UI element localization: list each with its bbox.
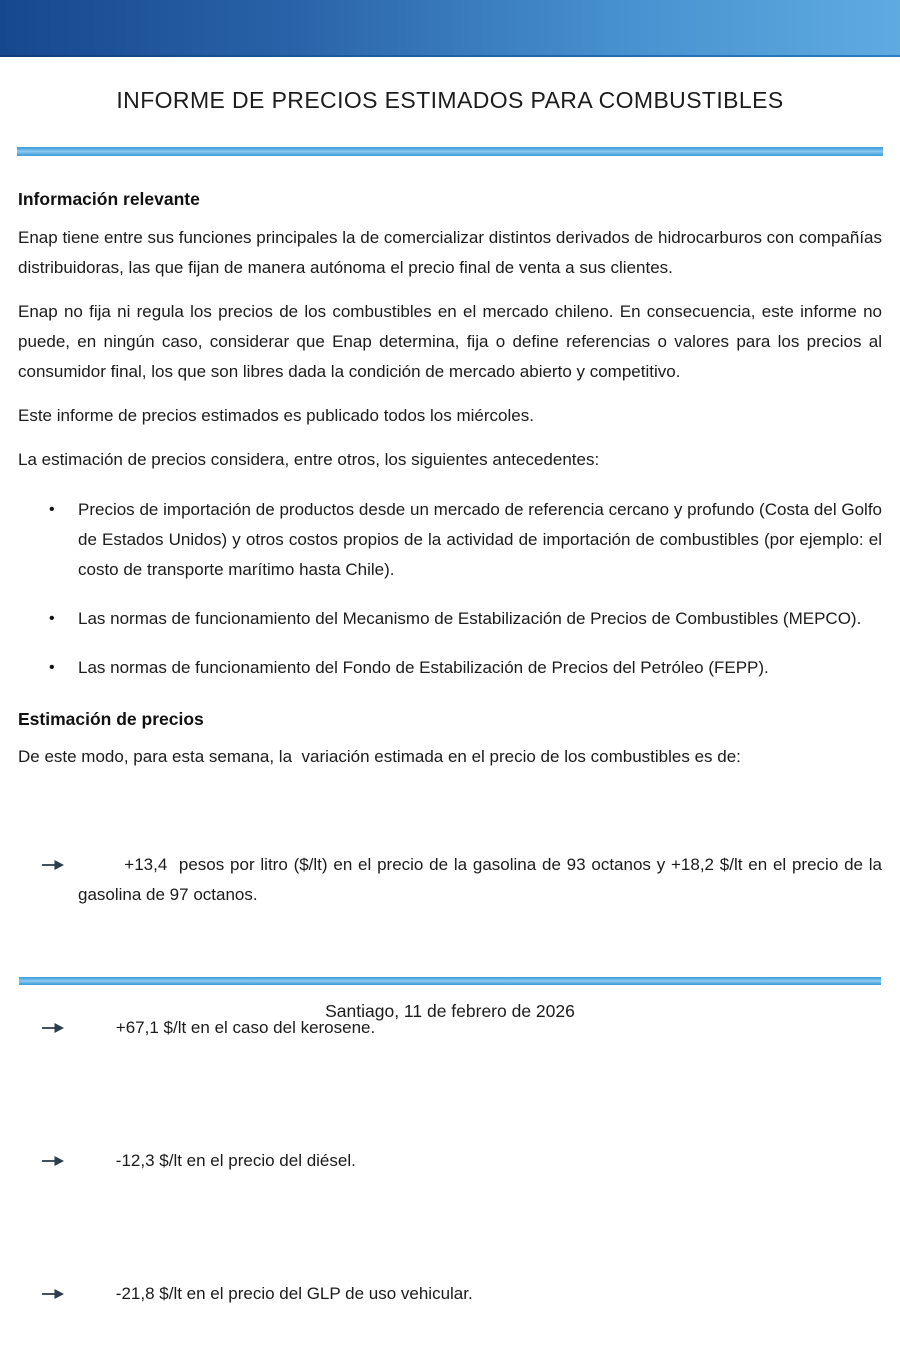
section-heading-estimacion-de-precios: Estimación de precios [18, 709, 204, 729]
arrow-right-icon [42, 799, 65, 811]
bullet-dot-icon: • [49, 659, 55, 676]
arrow-right-icon [42, 962, 65, 974]
footer-date-line: Santiago, 11 de febrero de 2026 [325, 1001, 575, 1021]
bullet-dot-icon: • [49, 610, 55, 627]
header-banner-edge [0, 55, 900, 57]
document-footer [0, 977, 900, 1053]
divider-bar-bottom [19, 977, 881, 985]
list-item [18, 790, 887, 940]
paragraph-enap-functions: Enap tiene entre sus funciones principales la de comercializar distintos derivados de hidrocarburos con compañías distribuidoras, las que fijan de manera autónoma el precio final de venta a sus clientes. [18, 228, 882, 277]
list-item [18, 1086, 882, 1206]
paragraph-enap-disclaimer: Enap no fija ni regula los precios de los combustibles en el mercado chileno. En consecuencia, este informe no puede, en ningún caso, considerar que Enap determina, fija o define referencias o valores para los precios al consumidor final, los que son libres dada la condición de mercado abierto y competitivo. [18, 302, 882, 381]
antecedents-list [18, 495, 882, 683]
list-item-text: Las normas de funcionamiento del Fondo de Estabilización de Precios del Petróleo (FEPP). [78, 658, 769, 677]
paragraph-publication-day: Este informe de precios estimados es publicado todos los miércoles. [18, 406, 534, 425]
list-item-text: -21,8 $/lt en el precio del GLP de uso vehicular. [115, 1284, 473, 1303]
list-item-text: Las normas de funcionamiento del Mecanismo de Estabilización de Precios de Combustibles (MEPCO). [78, 609, 862, 628]
bullet-dot-icon: • [49, 501, 55, 518]
page-title: INFORME DE PRECIOS ESTIMADOS PARA COMBUSTIBLES [116, 87, 784, 113]
list-item [18, 495, 882, 585]
paragraph-estimation-basis: La estimación de precios considera, entre otros, los siguientes antecedentes: [18, 450, 600, 469]
divider-bar-top [17, 147, 883, 156]
list-item-text: -12,3 $/lt en el precio del diésel. [115, 1151, 356, 1170]
section-heading-informacion-relevante: Información relevante [18, 189, 200, 209]
list-item-text: +67,1 $/lt en el caso del kerosene. [115, 1018, 376, 1037]
header-banner-gradient [0, 0, 900, 55]
paragraph-estimation-intro: De este modo, para esta semana, la variación estimada en el precio de los combustibles es de: [18, 747, 741, 766]
document-body [0, 189, 900, 1339]
list-item [18, 1219, 882, 1339]
arrow-right-icon [42, 1095, 65, 1107]
arrow-right-icon [42, 1228, 65, 1240]
list-item [18, 604, 882, 634]
list-item [18, 653, 882, 683]
list-item-text: +13,4 pesos por litro ($/lt) en el precio de la gasolina de 93 octanos y +18,2 $/lt en el precio de la gasolina de 97 octanos. [78, 855, 887, 904]
price-variation-list [18, 790, 887, 1339]
list-item-text: Precios de importación de productos desde un mercado de referencia cercano y profundo (Costa del Golfo de Estados Unidos) y otros costos propios de la actividad de importación de combustibles (por ejemplo: el costo de transporte marítimo hasta Chile). [78, 500, 882, 579]
